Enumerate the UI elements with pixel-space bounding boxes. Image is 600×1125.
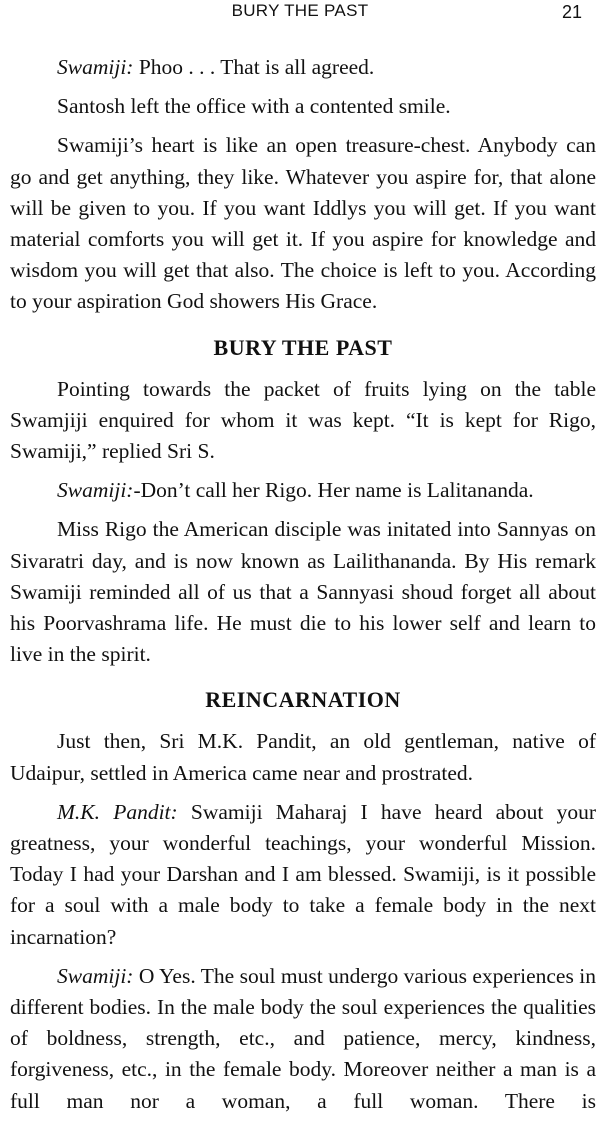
paragraph (10, 797, 596, 953)
speaker-label: Swamiji: (57, 55, 134, 79)
paragraph-text: -Don’t call her Rigo. Her name is Lalitananda. (133, 478, 534, 503)
paragraph-text: Swamiji Maharaj I have heard about your greatness, your wonderful teachings, your wonderful Mission. Today I had your Darshan and I am blessed. Swamiji, is it possible for a soul with a male body to take a female body in the next incarnation? (10, 799, 596, 949)
paragraph (10, 52, 596, 83)
running-title: BURY THE PAST (231, 1, 369, 20)
speaker-label: Swamiji: (57, 478, 134, 503)
speaker-label: M.K. Pandit: (57, 799, 178, 824)
paragraph: Santosh left the office with a contented smile. (57, 94, 451, 119)
paragraph: Pointing towards the packet of fruits lying on the table Swamjiji enquired for whom it was kept. “It is kept for Rigo, Swamiji,” replied Sri S. (10, 376, 596, 464)
paragraph-text: O Yes. The soul must undergo various experiences in different bodies. In the male body the soul experiences the qualities of boldness, strength, etc., and patience, mercy, kindness, forgiveness, etc., in the female body. Moreover neither a man is a full man nor a woman, a full woman. There is (10, 963, 596, 1113)
page-header (0, 0, 600, 26)
paragraph: Swamiji’s heart is like an open treasure-chest. Anybody can go and get anything, they like. Whatever you aspire for, that alone will be given to you. If you want Iddlys you will get. If you want material comforts you will get it. If you aspire for knowledge and wisdom you will get that also. The choice is left to you. According to your aspiration God showers His Grace. (10, 133, 596, 314)
speaker-label: Swamiji: (57, 963, 134, 988)
paragraph (10, 475, 596, 506)
paragraph: Just then, Sri M.K. Pandit, an old gentleman, native of Udaipur, settled in America came near and prostrated. (10, 729, 596, 785)
section-heading-bury-the-past: BURY THE PAST (213, 334, 393, 360)
page-number: 21 (561, 2, 582, 22)
section-heading-reincarnation: REINCARNATION (205, 687, 401, 713)
page-body (10, 52, 596, 1125)
paragraph-text: Phoo . . . That is all agreed. (133, 55, 375, 79)
paragraph (10, 961, 596, 1117)
paragraph: Miss Rigo the American disciple was initated into Sannyas on Sivaratri day, and is now known as Lailithananda. By His remark Swamiji reminded all of us that a Sannyasi shoud forget all about his Poorvashrama life. He must die to his lower self and learn to live in the spirit. (10, 517, 596, 667)
